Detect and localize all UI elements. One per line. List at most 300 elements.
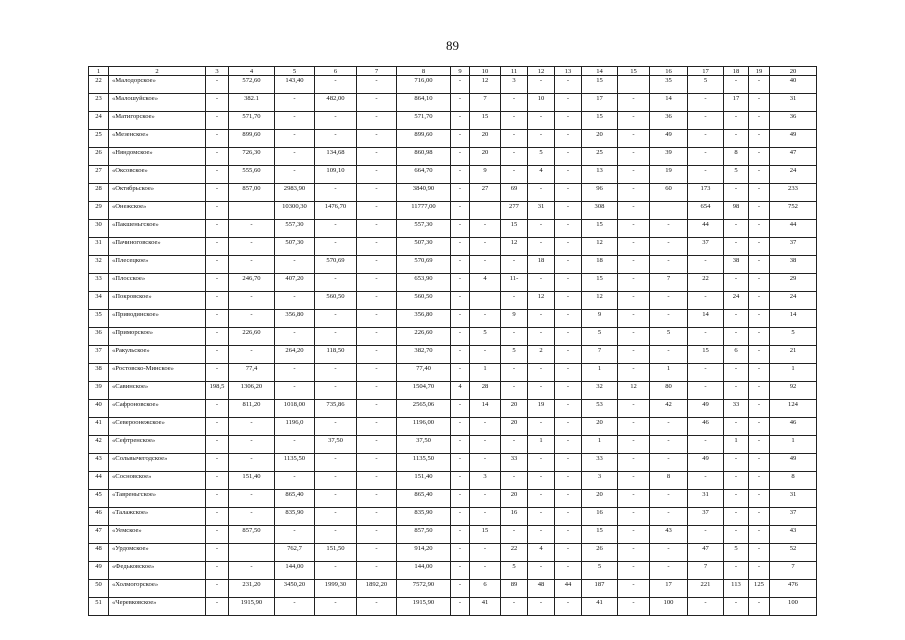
value-cell: 187 <box>582 580 618 598</box>
value-cell: - <box>206 436 229 454</box>
value-cell <box>229 202 275 220</box>
value-cell: - <box>528 238 555 256</box>
value-cell: - <box>470 220 501 238</box>
value-cell: 1915,90 <box>397 598 451 616</box>
value-cell: 17 <box>582 94 618 112</box>
value-cell: 37 <box>688 508 724 526</box>
value-cell: - <box>749 148 770 166</box>
value-cell: 109,10 <box>315 166 357 184</box>
column-number-cell: 19 <box>749 67 770 76</box>
table-row <box>89 400 817 418</box>
value-cell: - <box>451 400 470 418</box>
value-cell: 507,30 <box>275 238 315 256</box>
table-row <box>89 526 817 544</box>
column-number-cell: 6 <box>315 67 357 76</box>
value-cell: 7 <box>688 562 724 580</box>
value-cell: - <box>451 490 470 508</box>
value-cell: 40 <box>770 76 817 94</box>
value-cell: - <box>555 94 582 112</box>
column-number-cell: 14 <box>582 67 618 76</box>
value-cell: - <box>618 490 650 508</box>
value-cell: 857,00 <box>229 184 275 202</box>
value-cell: - <box>749 472 770 490</box>
value-cell: - <box>206 202 229 220</box>
value-cell: - <box>749 418 770 436</box>
value-cell: 47 <box>770 148 817 166</box>
value-cell: 28 <box>470 382 501 400</box>
value-cell: - <box>528 526 555 544</box>
value-cell: - <box>650 490 688 508</box>
value-cell: - <box>451 292 470 310</box>
value-cell: - <box>555 490 582 508</box>
value-cell: - <box>206 94 229 112</box>
value-cell: - <box>357 310 397 328</box>
value-cell: - <box>749 94 770 112</box>
value-cell: - <box>528 562 555 580</box>
value-cell: - <box>206 490 229 508</box>
value-cell: - <box>555 310 582 328</box>
value-cell: - <box>357 94 397 112</box>
table-row <box>89 94 817 112</box>
value-cell: - <box>749 76 770 94</box>
value-cell: - <box>555 292 582 310</box>
value-cell: - <box>618 148 650 166</box>
value-cell: - <box>315 472 357 490</box>
value-cell: - <box>618 274 650 292</box>
value-cell: 557,30 <box>275 220 315 238</box>
value-cell: - <box>206 526 229 544</box>
settlement-name-cell: «Федьковское» <box>109 562 206 580</box>
value-cell: - <box>275 364 315 382</box>
value-cell: 1 <box>650 364 688 382</box>
value-cell: 476 <box>770 580 817 598</box>
value-cell: 7572,90 <box>397 580 451 598</box>
value-cell: 3 <box>582 472 618 490</box>
value-cell: 835,90 <box>275 508 315 526</box>
value-cell: 32 <box>582 382 618 400</box>
value-cell: - <box>315 328 357 346</box>
value-cell: 16 <box>582 508 618 526</box>
value-cell: - <box>206 418 229 436</box>
table-row <box>89 364 817 382</box>
table-row <box>89 184 817 202</box>
value-cell: 860,98 <box>397 148 451 166</box>
row-number-cell: 44 <box>89 472 109 490</box>
value-cell: 33 <box>582 454 618 472</box>
value-cell: 20 <box>501 400 528 418</box>
value-cell: 5 <box>724 544 749 562</box>
value-cell: - <box>650 454 688 472</box>
row-number-cell: 49 <box>89 562 109 580</box>
row-number-cell: 40 <box>89 400 109 418</box>
value-cell: - <box>470 256 501 274</box>
value-cell: 7 <box>470 94 501 112</box>
value-cell: - <box>206 454 229 472</box>
value-cell: 25 <box>582 148 618 166</box>
value-cell: - <box>229 310 275 328</box>
value-cell: 6 <box>724 346 749 364</box>
table-row <box>89 436 817 454</box>
value-cell: - <box>528 418 555 436</box>
value-cell: 1135,50 <box>275 454 315 472</box>
value-cell: - <box>315 274 357 292</box>
value-cell: 835,90 <box>397 508 451 526</box>
value-cell: 35 <box>650 76 688 94</box>
value-cell: - <box>749 400 770 418</box>
value-cell: - <box>618 256 650 274</box>
value-cell: - <box>315 238 357 256</box>
value-cell: - <box>275 292 315 310</box>
value-cell: 726,30 <box>229 148 275 166</box>
value-cell: - <box>749 508 770 526</box>
value-cell: - <box>501 328 528 346</box>
value-cell: 31 <box>688 490 724 508</box>
value-cell: - <box>206 220 229 238</box>
value-cell: - <box>315 76 357 94</box>
value-cell: 52 <box>770 544 817 562</box>
value-cell: - <box>275 130 315 148</box>
value-cell: - <box>357 526 397 544</box>
value-cell: - <box>555 346 582 364</box>
row-number-cell: 51 <box>89 598 109 616</box>
value-cell: 5 <box>650 328 688 346</box>
value-cell: - <box>501 472 528 490</box>
page-number: 89 <box>446 38 459 53</box>
value-cell: 1196,00 <box>397 418 451 436</box>
value-cell: - <box>749 310 770 328</box>
value-cell: - <box>206 238 229 256</box>
value-cell: - <box>470 238 501 256</box>
value-cell: 5 <box>470 328 501 346</box>
value-cell: - <box>275 94 315 112</box>
value-cell: - <box>650 418 688 436</box>
value-cell: - <box>618 454 650 472</box>
value-cell: 555,60 <box>229 166 275 184</box>
value-cell: - <box>470 562 501 580</box>
value-cell: - <box>451 526 470 544</box>
value-cell: - <box>528 490 555 508</box>
value-cell: 14 <box>470 400 501 418</box>
value-cell: 125 <box>749 580 770 598</box>
value-cell: 144,00 <box>397 562 451 580</box>
value-cell: - <box>229 454 275 472</box>
value-cell: - <box>451 328 470 346</box>
value-cell: - <box>749 220 770 238</box>
value-cell: 12 <box>582 238 618 256</box>
value-cell: - <box>650 238 688 256</box>
value-cell: - <box>749 274 770 292</box>
value-cell: 226,60 <box>229 328 275 346</box>
value-cell: - <box>451 508 470 526</box>
value-cell: 3 <box>470 472 501 490</box>
value-cell: - <box>229 292 275 310</box>
value-cell: 41 <box>470 598 501 616</box>
value-cell: - <box>315 490 357 508</box>
value-cell: 12 <box>470 76 501 94</box>
value-cell: - <box>618 562 650 580</box>
value-cell: - <box>357 112 397 130</box>
settlement-name-cell: «Пакшеньгское» <box>109 220 206 238</box>
settlement-name-cell: «Покровское» <box>109 292 206 310</box>
value-cell: 382.1 <box>229 94 275 112</box>
value-cell: 48 <box>528 580 555 598</box>
value-cell: 19 <box>650 166 688 184</box>
table-row <box>89 454 817 472</box>
row-number-cell: 28 <box>89 184 109 202</box>
value-cell: 49 <box>688 400 724 418</box>
value-cell: - <box>528 310 555 328</box>
value-cell: 1135,50 <box>397 454 451 472</box>
value-cell: - <box>749 328 770 346</box>
value-cell: - <box>451 310 470 328</box>
value-cell: - <box>206 274 229 292</box>
table-row <box>89 274 817 292</box>
value-cell <box>650 202 688 220</box>
column-number-cell: 8 <box>397 67 451 76</box>
value-cell: - <box>315 562 357 580</box>
value-cell: - <box>650 292 688 310</box>
value-cell: 37,50 <box>397 436 451 454</box>
value-cell: 12 <box>582 292 618 310</box>
value-cell: 560,50 <box>397 292 451 310</box>
value-cell: - <box>501 112 528 130</box>
value-cell: 100 <box>650 598 688 616</box>
value-cell: - <box>724 562 749 580</box>
value-cell: - <box>528 382 555 400</box>
value-cell: 96 <box>582 184 618 202</box>
value-cell: - <box>749 202 770 220</box>
value-cell: - <box>688 328 724 346</box>
value-cell: - <box>470 544 501 562</box>
value-cell: 246,70 <box>229 274 275 292</box>
value-cell: - <box>501 166 528 184</box>
value-cell: 654 <box>688 202 724 220</box>
value-cell: - <box>618 598 650 616</box>
value-cell: - <box>206 472 229 490</box>
value-cell: 15 <box>582 220 618 238</box>
value-cell: 7 <box>582 346 618 364</box>
value-cell: 1 <box>582 364 618 382</box>
value-cell: - <box>724 598 749 616</box>
value-cell: 134,68 <box>315 148 357 166</box>
value-cell: 38 <box>770 256 817 274</box>
row-number-cell: 38 <box>89 364 109 382</box>
value-cell: - <box>749 562 770 580</box>
value-cell: 92 <box>770 382 817 400</box>
value-cell: - <box>555 256 582 274</box>
row-number-cell: 27 <box>89 166 109 184</box>
value-cell: - <box>229 238 275 256</box>
value-cell: 557,30 <box>397 220 451 238</box>
value-cell: 231,20 <box>229 580 275 598</box>
value-cell: - <box>451 184 470 202</box>
value-cell: 356,80 <box>275 310 315 328</box>
value-cell: 560,50 <box>315 292 357 310</box>
value-cell: - <box>618 184 650 202</box>
column-number-cell: 12 <box>528 67 555 76</box>
row-number-cell: 39 <box>89 382 109 400</box>
value-cell: - <box>555 166 582 184</box>
value-cell: 1 <box>470 364 501 382</box>
table-row <box>89 112 817 130</box>
settlement-name-cell: «Пачиноговское» <box>109 238 206 256</box>
value-cell: 15 <box>501 220 528 238</box>
value-cell: - <box>229 436 275 454</box>
value-cell: - <box>357 148 397 166</box>
value-cell: 20 <box>470 130 501 148</box>
value-cell: 15 <box>582 76 618 94</box>
value-cell: 9 <box>501 310 528 328</box>
value-cell: 124 <box>770 400 817 418</box>
value-cell: 2 <box>528 346 555 364</box>
value-cell: - <box>650 508 688 526</box>
value-cell: 20 <box>501 418 528 436</box>
value-cell: 36 <box>650 112 688 130</box>
value-cell: - <box>528 454 555 472</box>
table-row <box>89 472 817 490</box>
value-cell: - <box>470 490 501 508</box>
value-cell: 4 <box>470 274 501 292</box>
value-cell: - <box>528 130 555 148</box>
value-cell: - <box>618 94 650 112</box>
value-cell: - <box>451 76 470 94</box>
value-cell: - <box>555 202 582 220</box>
value-cell: - <box>229 220 275 238</box>
value-cell: - <box>315 418 357 436</box>
value-cell: - <box>501 148 528 166</box>
value-cell: - <box>357 436 397 454</box>
value-cell: - <box>688 364 724 382</box>
value-cell: - <box>315 382 357 400</box>
value-cell: 1 <box>582 436 618 454</box>
value-cell: - <box>451 346 470 364</box>
value-cell: - <box>206 166 229 184</box>
value-cell: - <box>315 508 357 526</box>
row-number-cell: 35 <box>89 310 109 328</box>
column-number-cell: 2 <box>109 67 206 76</box>
value-cell: - <box>206 112 229 130</box>
value-cell: 26 <box>582 544 618 562</box>
row-number-cell: 24 <box>89 112 109 130</box>
value-cell: - <box>357 364 397 382</box>
value-cell: - <box>501 364 528 382</box>
value-cell: - <box>749 112 770 130</box>
value-cell: - <box>555 238 582 256</box>
column-number-cell: 9 <box>451 67 470 76</box>
settlement-name-cell: «Черевковское» <box>109 598 206 616</box>
value-cell: - <box>724 130 749 148</box>
value-cell: - <box>357 346 397 364</box>
value-cell: 24 <box>724 292 749 310</box>
value-cell: - <box>451 562 470 580</box>
value-cell: 865,40 <box>397 490 451 508</box>
value-cell: - <box>357 598 397 616</box>
settlement-name-cell: «Талажское» <box>109 508 206 526</box>
row-number-cell: 33 <box>89 274 109 292</box>
settlement-name-cell: «Тавреньгское» <box>109 490 206 508</box>
value-cell: - <box>749 490 770 508</box>
value-cell: - <box>357 274 397 292</box>
value-cell: 571,70 <box>397 112 451 130</box>
value-cell: - <box>229 508 275 526</box>
value-cell: - <box>749 256 770 274</box>
value-cell: - <box>357 238 397 256</box>
value-cell: 571,70 <box>229 112 275 130</box>
value-cell: - <box>650 544 688 562</box>
settlement-name-cell: «Малошуйское» <box>109 94 206 112</box>
value-cell: 77,40 <box>397 364 451 382</box>
value-cell: 37 <box>770 238 817 256</box>
value-cell: 1476,70 <box>315 202 357 220</box>
column-number-cell: 18 <box>724 67 749 76</box>
table-row <box>89 166 817 184</box>
table-row <box>89 598 817 616</box>
value-cell: 31 <box>528 202 555 220</box>
value-cell: 46 <box>688 418 724 436</box>
value-cell: - <box>555 130 582 148</box>
value-cell: 10 <box>528 94 555 112</box>
value-cell: - <box>618 166 650 184</box>
value-cell: 144,00 <box>275 562 315 580</box>
value-cell: - <box>749 436 770 454</box>
settlement-name-cell: «Малодорское» <box>109 76 206 94</box>
value-cell: 4 <box>451 382 470 400</box>
value-cell: - <box>724 238 749 256</box>
value-cell: 43 <box>650 526 688 544</box>
value-cell: 4 <box>528 544 555 562</box>
value-cell: - <box>528 472 555 490</box>
column-number-cell: 20 <box>770 67 817 76</box>
value-cell: 37 <box>770 508 817 526</box>
value-cell: - <box>724 490 749 508</box>
value-cell: - <box>724 382 749 400</box>
value-cell: - <box>724 220 749 238</box>
settlement-name-cell: «Оксовское» <box>109 166 206 184</box>
value-cell: - <box>357 490 397 508</box>
value-cell: 5 <box>688 76 724 94</box>
value-cell: - <box>275 148 315 166</box>
value-cell: - <box>501 256 528 274</box>
value-cell: 664,70 <box>397 166 451 184</box>
row-number-cell: 25 <box>89 130 109 148</box>
value-cell: 570,69 <box>397 256 451 274</box>
settlement-name-cell: «Ростовско-Минское» <box>109 364 206 382</box>
value-cell: - <box>555 274 582 292</box>
column-number-cell: 13 <box>555 67 582 76</box>
settlement-name-cell: «Холмогорское» <box>109 580 206 598</box>
value-cell: - <box>618 112 650 130</box>
settlement-name-cell: «Мезенское» <box>109 130 206 148</box>
table-row <box>89 292 817 310</box>
value-cell: - <box>357 418 397 436</box>
value-cell: - <box>501 526 528 544</box>
value-cell: - <box>206 562 229 580</box>
value-cell: - <box>618 400 650 418</box>
value-cell: 572,60 <box>229 76 275 94</box>
value-cell: - <box>528 508 555 526</box>
value-cell: - <box>206 76 229 94</box>
value-cell: 914,20 <box>397 544 451 562</box>
value-cell: 716,00 <box>397 76 451 94</box>
row-number-cell: 47 <box>89 526 109 544</box>
value-cell: - <box>451 256 470 274</box>
value-cell: - <box>501 94 528 112</box>
row-number-cell: 30 <box>89 220 109 238</box>
value-cell: - <box>206 184 229 202</box>
value-cell: - <box>618 328 650 346</box>
value-cell: - <box>357 544 397 562</box>
value-cell: - <box>749 526 770 544</box>
